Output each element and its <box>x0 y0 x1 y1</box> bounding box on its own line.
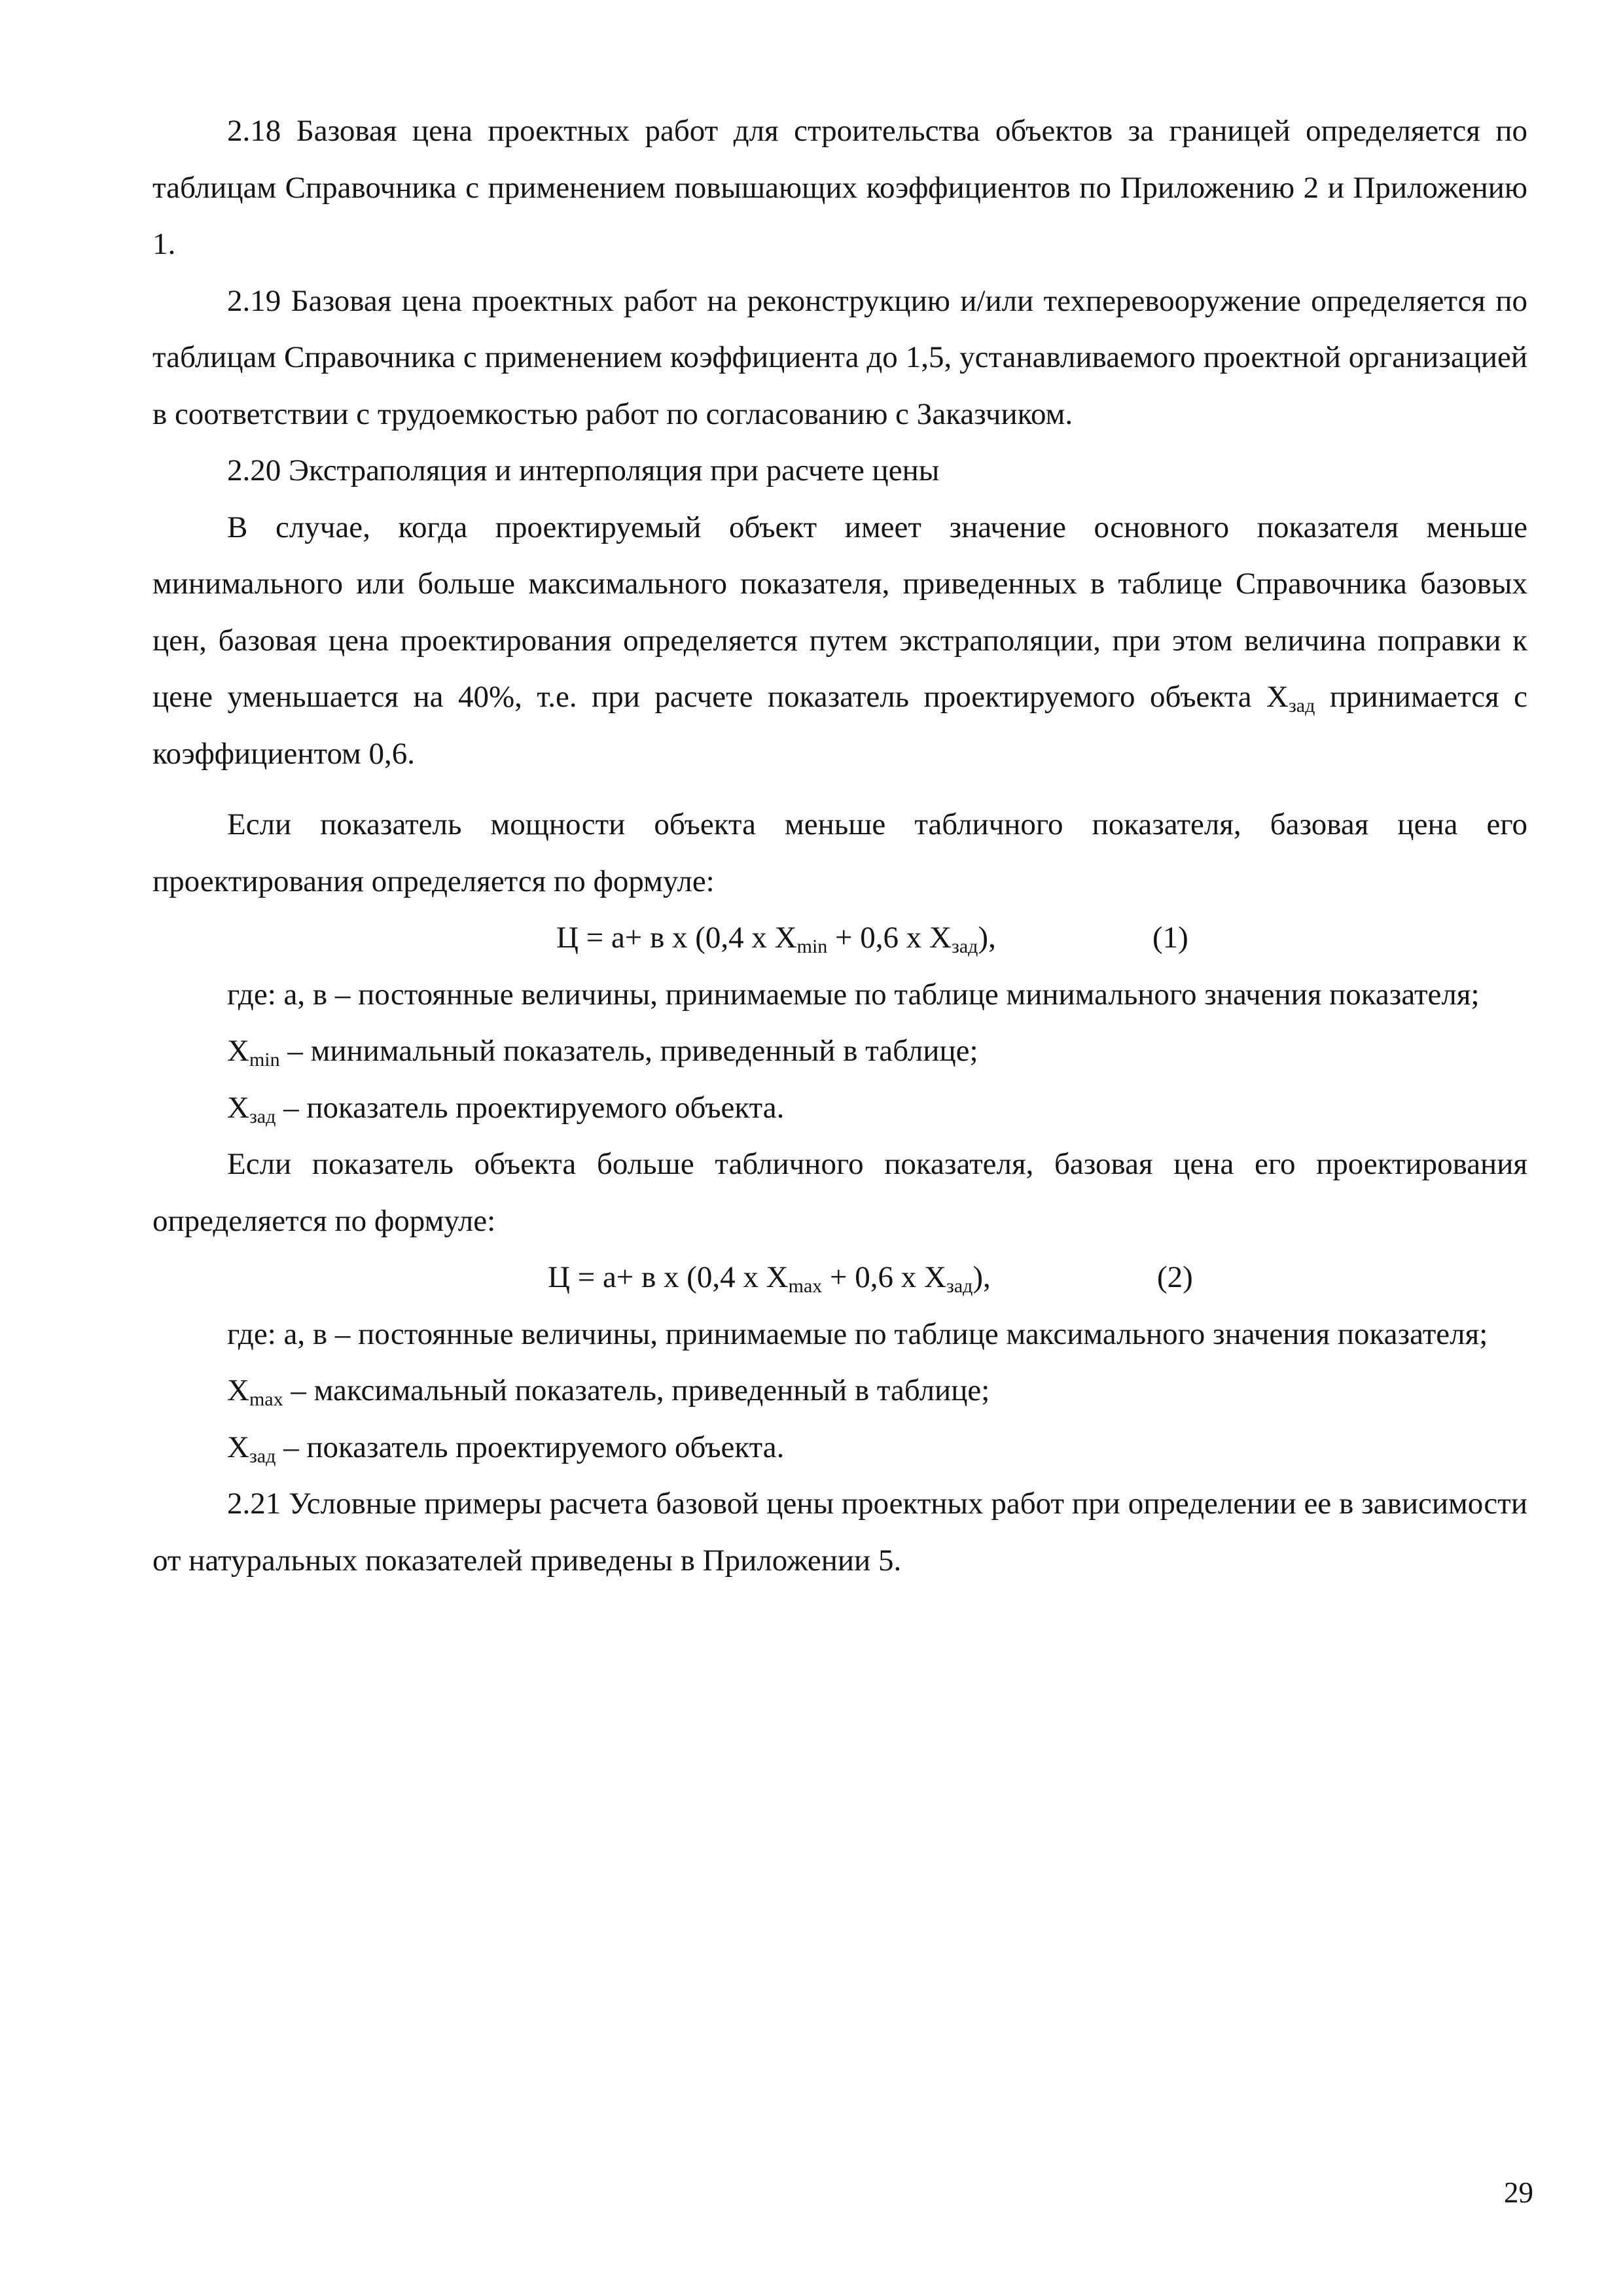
formula-2-part-post: ), <box>972 1260 991 1294</box>
formula-2-part-pre: Ц = а+ в х (0,4 х Х <box>548 1260 789 1294</box>
definition-xmin-symbol: Х <box>227 1034 249 1068</box>
heading-2-20: 2.20 Экстраполяция и интерполяция при расчете цены <box>227 453 940 487</box>
definition-xmax-sub: max <box>249 1388 283 1410</box>
paragraph-max-where: где: а, в – постоянные величины, принимаемые по таблице максимального значения показателя; <box>227 1316 1488 1351</box>
formula-1 <box>152 910 1527 966</box>
paragraph-min-intro: Если показатель мощности объекта меньше табличного показателя, базовая цена его проектирования определяется по формуле: <box>152 807 1527 898</box>
formula-1-expression <box>556 910 996 966</box>
paragraph-max-intro: Если показатель объекта больше табличного показателя, базовая цена его проектирования определяется по формуле: <box>152 1147 1527 1238</box>
paragraph-2-20-body <box>152 499 1527 783</box>
formula-1-sub-min: min <box>796 936 828 957</box>
formula-1-part-mid: + 0,6 х Х <box>827 921 952 955</box>
body-text <box>152 103 1527 1589</box>
paragraph-2-21: 2.21 Условные примеры расчета базовой цены проектных работ при определении ее в зависимости от натуральных показателей приведены в Приложении 5. <box>152 1487 1527 1578</box>
paragraph-2-18: 2.18 Базовая цена проектных работ для строительства объектов за границей определяется по таблицам Справочника с применением повышающих коэффициентов по Приложению 2 и Приложению 1. <box>152 114 1527 261</box>
formula-1-part-post: ), <box>978 921 996 955</box>
definition-xmax-text: – максимальный показатель, приведенный в таблице; <box>283 1373 990 1407</box>
definition-xzad-1-symbol: Х <box>227 1090 249 1125</box>
subscript-zad: зад <box>1288 695 1315 716</box>
paragraph-min-where: где: а, в – постоянные величины, принимаемые по таблице минимального значения показателя; <box>227 977 1480 1012</box>
definition-xzad-2-sub: зад <box>249 1445 276 1467</box>
formula-1-sub-zad: зад <box>951 936 978 957</box>
page-number: 29 <box>1504 2176 1533 2209</box>
definition-xzad-1 <box>152 1080 1527 1137</box>
definition-xmin-text: – минимальный показатель, приведенный в таблице; <box>279 1034 978 1068</box>
formula-2 <box>152 1249 1527 1306</box>
paragraph-2-20-text-b: принимается с коэффициентом 0,6. <box>152 680 1527 771</box>
formula-2-sub-zad: зад <box>946 1275 973 1297</box>
definition-xzad-1-sub: зад <box>249 1105 276 1127</box>
paragraph-2-19: 2.19 Базовая цена проектных работ на реконструкцию и/или техперевооружение определяется по таблицам Справочника с применением коэффициента до 1,5, устанавливаемого проектной организацией в соответствии с трудоемкостью работ по согласованию с Заказчиком. <box>152 283 1527 431</box>
formula-2-part-mid: + 0,6 х Х <box>822 1260 946 1294</box>
definition-xmin <box>152 1023 1527 1080</box>
definition-xmax-symbol: Х <box>227 1373 249 1407</box>
formula-2-sub-max: max <box>788 1275 823 1297</box>
formula-2-expression <box>548 1249 991 1306</box>
definition-xzad-2-text: – показатель проектируемого объекта. <box>276 1430 785 1464</box>
definition-xzad-2 <box>152 1419 1527 1476</box>
definition-xmax <box>152 1362 1527 1419</box>
definition-xmin-sub: min <box>249 1049 280 1070</box>
definition-xzad-2-symbol: Х <box>227 1430 249 1464</box>
formula-1-part-pre: Ц = а+ в х (0,4 х Х <box>556 921 797 955</box>
paragraph-2-20-text-a: В случае, когда проектируемый объект имеет значение основного показателя меньше минимального или больше максимального показателя, приведенных в таблице Справочника базовых цен, базовая цена проектирования определяется путем экстраполяции, при этом величина поправки к цене уменьшается на 40%, т.е. при расчете показатель проектируемого объекта Х <box>152 510 1527 714</box>
definition-xzad-1-text: – показатель проектируемого объекта. <box>276 1090 785 1125</box>
formula-2-number: (2) <box>1157 1260 1193 1294</box>
formula-1-number: (1) <box>1152 921 1188 955</box>
